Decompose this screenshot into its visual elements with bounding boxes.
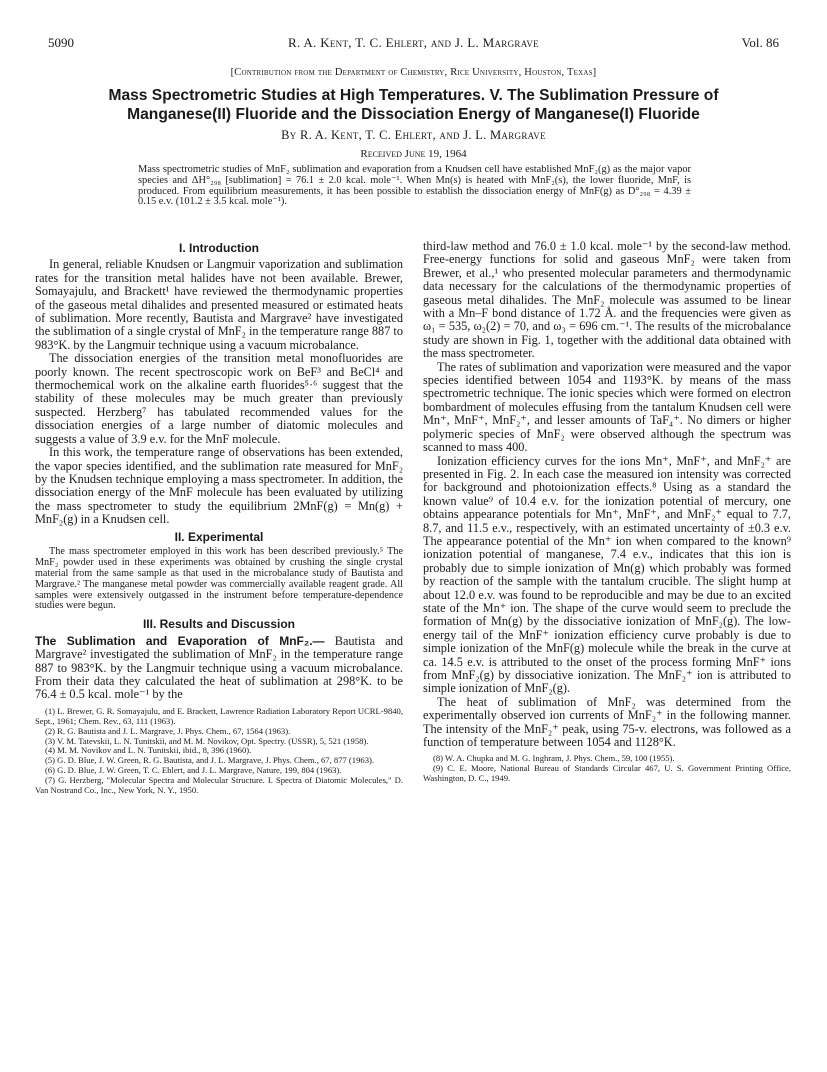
footnote: (9) C. E. Moore, National Bureau of Standards Circular 467, U. S. Government Printing Office, Washington, D. C., 1949. bbox=[423, 763, 791, 784]
paragraph: The rates of sublimation and vaporization were measured and the vapor species identified between 1054 and 1193°K. by means of the mass spectrometric technique. The ionic species which were formed on electron bombardment of molecules effusing from the tantalum Knudsen cell were Mn⁺, MnF⁺, MnF₂⁺, and lesser amounts of TaF₄⁺. No dimers or higher polymeric species of MnF₂ were observed although the spectrum was scanned to mass 400. bbox=[423, 359, 791, 455]
contribution-line: [Contribution from the Department of Chemistry, Rice University, Houston, Texas] bbox=[230, 67, 597, 78]
footnote: (6) G. D. Blue, J. W. Green, T. C. Ehlert, and J. L. Margrave, Nature, 199, 804 (1963). bbox=[45, 765, 342, 776]
page-number: 5090 bbox=[48, 35, 74, 50]
paragraph-text: Bautista and Margrave² investigated the sublimation of MnF₂ in the temperature range 887 to 983°K. by the Langmuir technique using a vacuum microbalance. From their data they calculated the heat of sublimation at 298°K. to be 76.4 ± 0.5 kcal. mole⁻¹ by the bbox=[35, 633, 403, 702]
right-column bbox=[423, 240, 791, 784]
paragraph: In general, reliable Knudsen or Langmuir vaporization and sublimation rates for the transition metal halides have not been available. Brewer, Somayajulu, and Brackett¹ have reviewed the thermodynamic properties of the gaseous metal dihalides and presented measured or estimated heats of sublimation. More recently, Bautista and Margrave² have investigated the sublimation of a single crystal of MnF₂ in the temperature range 887 to 983°K. by the Langmuir technique using a vacuum microbalance. bbox=[35, 257, 403, 352]
footnotes-right bbox=[423, 754, 791, 784]
footnote: (8) W. A. Chupka and M. G. Inghram, J. Phys. Chem., 59, 100 (1955). bbox=[433, 753, 675, 764]
paragraph: The heat of sublimation of MnF₂ was determined from the experimentally observed ion currents of MnF₂⁺ in the following manner. The intensity of the MnF₂⁺ peak, using 75-v. electrons, was followed as a function of temperature between 1054 and 1128°K. bbox=[423, 694, 791, 750]
article-title: Mass Spectrometric Studies at High Temperatures. V. The Sublimation Pressure of Manganese(II) Fluoride and the Dissociation Energy of Manganese(I) Fluoride bbox=[108, 87, 719, 123]
footnote: (7) G. Herzberg, "Molecular Spectra and Molecular Structure. I. Spectra of Diatomic Molecules," D. Van Nostrand Co., Inc., New York, N. Y., 1950. bbox=[35, 775, 403, 796]
volume-label: Vol. 86 bbox=[741, 35, 779, 50]
footnotes-left bbox=[35, 707, 403, 796]
footnote: (2) R. G. Bautista and J. L. Margrave, J. Phys. Chem., 67, 1564 (1963). bbox=[45, 725, 291, 736]
paragraph: third-law method and 76.0 ± 1.0 kcal. mole⁻¹ by the second-law method. Free-energy functions for solid and gaseous MnF₂ were taken from Brewer, et al.,¹ who presented molecular parameters and thermodynamic data necessary for the calculations of the thermodynamic properties of gaseous metal dihalides. The MnF₂ molecule was assumed to be linear with a Mn–F bond distance of 1.72 Å. and the frequencies were given as ω₁ = 535, ω₂(2) = 70, and ω₃ = 696 cm.⁻¹. The results of the microbalance study are shown in Fig. 1, together with the additional data obtained with the mass spectrometer. bbox=[423, 239, 791, 361]
paragraph: The mass spectrometer employed in this work has been described previously.⁵ The MnF₂ powder used in these experiments was obtained by crushing the single crystal material from the same sample as that used in the microbalance study of Bautista and Margrave.² The manganese metal powder was commercially available reagent grade. All samples were extensively outgassed in the instrument before temperature-dependence studies were begun. bbox=[35, 545, 403, 612]
paragraph: The dissociation energies of the transition metal monofluorides are poorly known. The recent spectroscopic work on BeF³ and BeCl⁴ and thermochemical work on the alkaline earth fluorides⁵·⁶ suggest that the stability of these molecules may be much greater than previously suspected. Herzberg⁷ has tabulated recommended values for the dissociation energies of a large number of diatomic molecules and suggests a value of 3.9 e.v. for the MnF molecule. bbox=[35, 351, 403, 446]
paragraph: In this work, the temperature range of observations has been extended, the vapor species identified, and the sublimation rate measured for MnF₂ by the Knudsen technique employing a mass spectrometer. In addition, the dissociation energy of the MnF molecule has been evaluated by utilizing the mass spectrometer to study the equilibrium 2MnF(g) = Mn(g) + MnF₂(g) in a Knudsen cell. bbox=[35, 445, 403, 527]
footnote: (3) V. M. Tatevskii, L. N. Tunitskii, and M. M. Novikov, Opt. Spectry. (USSR), 5, 521 (1958). bbox=[45, 735, 369, 746]
footnote: (5) G. D. Blue, J. W. Green, R. G. Bautista, and J. L. Margrave, J. Phys. Chem., 67, 877 (1963). bbox=[45, 755, 374, 766]
section-heading-introduction: I. Introduction bbox=[179, 241, 259, 255]
footnote: (1) L. Brewer, G. R. Somayajulu, and E. Brackett, Lawrence Radiation Laboratory Report UCRL-9840, Sept., 1961; Chem. Rev., 63, 111 (1963). bbox=[35, 705, 403, 726]
received-date: Received June 19, 1964 bbox=[360, 148, 467, 160]
paragraph: Ionization efficiency curves for the ions Mn⁺, MnF⁺, and MnF₂⁺ are presented in Fig. 2. In each case the measured ion intensity was corrected for background and photoionization effects.⁸ Using as a standard the known value⁹ of 10.4 e.v. for the ionization potential of mercury, one obtains appearance potentials for Mn⁺, MnF⁺, and MnF₂⁺ equal to 7.7, 8.7, and 11.5 e.v., respectively, with an estimated uncertainty of ±0.3 e.v. The appearance potential of the Mn⁺ ion when compared to the known⁹ ionization potential of manganese, 7.4 e.v., indicates that this ion is probably due to simple ionization of Mn(g) which probably was formed by reaction of the sample with the tantalum crucible. The slight hump at about 12.0 e.v. was found to be reproducible and may be due to an excited state of the Mn⁺ ion. The shape of the curve would seem to preclude the formation of Mn(g) by the dissociative ionization of MnF₂(g). The low-energy tail of the MnF⁺ ionization efficiency curve probably is due to simple ionization of the MnF(g) molecule while the break in the curve at ca. 14.5 e.v. is attributed to the onset of the process forming MnF⁺ ions from MnF₂(g) by dissociative ionization. The MnF₂⁺ ion is attributed to simple ionization of MnF₂(g). bbox=[423, 453, 791, 696]
running-head bbox=[48, 35, 779, 51]
left-column bbox=[35, 240, 403, 796]
paragraph bbox=[35, 635, 403, 702]
footnote: (4) M. M. Novikov and L. N. Tunitskii, ibid., 8, 396 (1960). bbox=[45, 745, 252, 756]
running-authors: R. A. Kent, T. C. Ehlert, and J. L. Margrave bbox=[288, 35, 539, 50]
section-heading-experimental: II. Experimental bbox=[174, 529, 264, 544]
byline: By R. A. Kent, T. C. Ehlert, and J. L. Margrave bbox=[281, 128, 546, 142]
run-in-heading: The Sublimation and Evaporation of MnF₂.— bbox=[35, 633, 325, 648]
abstract: Mass spectrometric studies of MnF₂ sublimation and evaporation from a Knudsen cell have established MnF₂(g) as the major vapor species and ΔH°₂₉₈ [sublimation] = 76.1 ± 2.0 kcal. mole⁻¹. When Mn(s) is heated with MnF₂(s), the lower fluoride, MnF, is produced. From equilibrium measurements, it has been possible to establish the dissociation energy of MnF(g) as D°₂₉₈ = 4.39 ± 0.15 e.v. (101.2 ± 3.5 kcal. mole⁻¹). bbox=[138, 164, 691, 208]
section-heading-results: III. Results and Discussion bbox=[142, 617, 296, 632]
